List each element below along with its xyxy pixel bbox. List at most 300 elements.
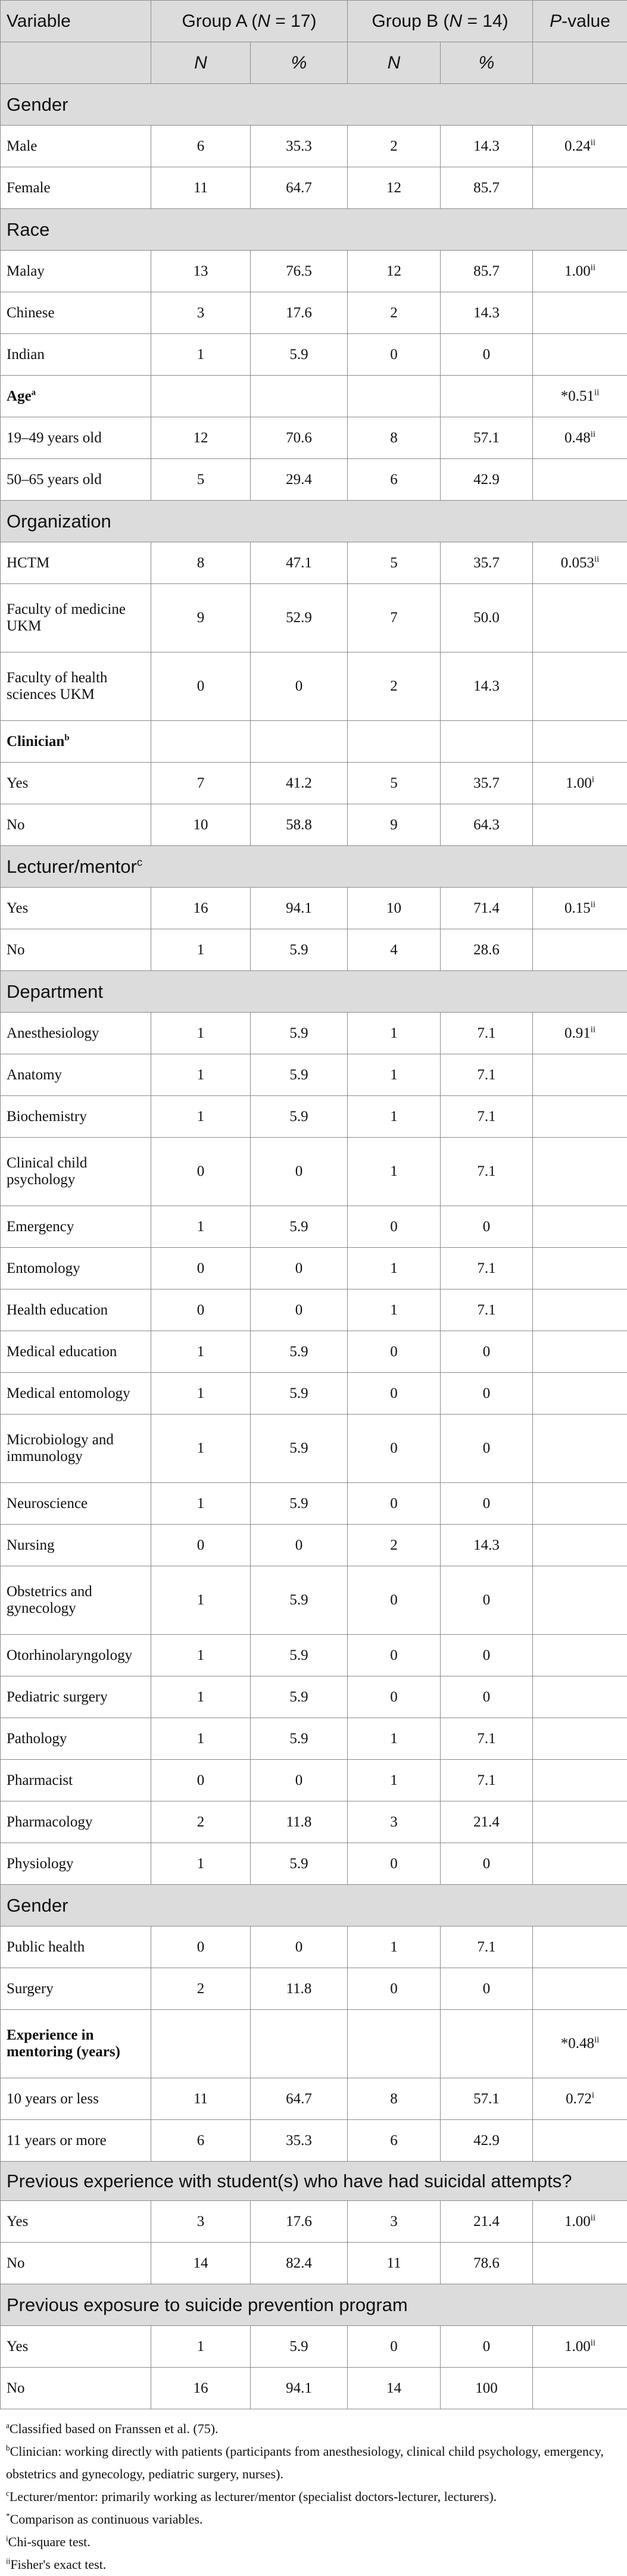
- section-label: Race: [7, 219, 49, 240]
- table-row: [1, 652, 627, 721]
- value-cell-a-pct: 0: [251, 1926, 348, 1968]
- value-cell-b-pct: 0: [441, 334, 533, 376]
- value-cell-a-pct: 41.2: [251, 763, 348, 804]
- footnote-marker: ii: [591, 429, 595, 439]
- value-cell-b-n: 1: [348, 1013, 441, 1054]
- value-cell-b-pct: 28.6: [441, 929, 533, 971]
- p-value-cell: [533, 1801, 627, 1843]
- value-cell-b-pct: 57.1: [441, 2078, 533, 2120]
- group-a-n-symbol: N: [257, 11, 270, 31]
- table-row: [1, 1926, 627, 1968]
- value-cell-b-pct: 7.1: [441, 1289, 533, 1331]
- value-cell-a-n: 1: [151, 1373, 251, 1415]
- value-cell-a-pct: 64.7: [251, 167, 348, 209]
- value-cell-a-pct: 5.9: [251, 1415, 348, 1483]
- table-row: [1, 1760, 627, 1801]
- value-cell-a-n: 11: [151, 2078, 251, 2120]
- p-value-suffix: -value: [562, 11, 610, 31]
- p-value-cell: [533, 804, 627, 846]
- empty-cell: [251, 721, 348, 763]
- value-cell-b-pct: 7.1: [441, 1054, 533, 1096]
- p-value: 1.00: [566, 775, 592, 791]
- value-cell-b-pct: 7.1: [441, 1248, 533, 1289]
- table-row: [1, 2243, 627, 2284]
- value-cell-a-n: 12: [151, 417, 251, 459]
- value-cell-b-n: 11: [348, 2243, 441, 2284]
- value-cell-b-n: 3: [348, 2201, 441, 2243]
- row-label: Yes: [1, 2326, 151, 2368]
- row-label: 50–65 years old: [1, 459, 151, 501]
- value-cell-b-n: 1: [348, 1138, 441, 1206]
- section-label: Gender: [7, 1895, 68, 1916]
- row-label: Health education: [1, 1289, 151, 1331]
- p-value: 0.48: [564, 430, 591, 446]
- table-row: [1, 1248, 627, 1289]
- value-cell-b-n: 1: [348, 1054, 441, 1096]
- value-cell-a-pct: 58.8: [251, 804, 348, 846]
- subheader-cell: N: [151, 42, 251, 84]
- table-subheader-row: [1, 42, 627, 84]
- value-cell-b-n: 8: [348, 2078, 441, 2120]
- row-label: Pathology: [1, 1718, 151, 1760]
- variable-header: Variable: [1, 1, 151, 42]
- value-cell-b-n: 8: [348, 417, 441, 459]
- table-row: [1, 542, 627, 584]
- row-label: 19–49 years old: [1, 417, 151, 459]
- empty-cell: [251, 376, 348, 417]
- row-label: Faculty of health sciences UKM: [1, 652, 151, 721]
- p-value-cell: [533, 1054, 627, 1096]
- footnote-marker: ii: [591, 263, 595, 272]
- value-cell-b-pct: 0: [441, 1635, 533, 1676]
- table-row: [1, 1331, 627, 1373]
- subheader-cell: N: [348, 42, 441, 84]
- value-cell-b-pct: 7.1: [441, 1926, 533, 1968]
- value-cell-b-n: 3: [348, 1801, 441, 1843]
- table-row: [1, 929, 627, 971]
- p-value-cell: [533, 2326, 627, 2368]
- group-a-suffix: = 17): [270, 11, 317, 31]
- value-cell-a-pct: 5.9: [251, 2326, 348, 2368]
- footnote-marker: b: [6, 2444, 10, 2453]
- value-cell-b-pct: 100: [441, 2368, 533, 2409]
- table-row: [1, 2078, 627, 2120]
- row-label: Neuroscience: [1, 1483, 151, 1525]
- value-cell-b-n: 7: [348, 584, 441, 652]
- p-value-cell: [533, 1415, 627, 1483]
- p-value-cell: [533, 167, 627, 209]
- p-value: 1.00: [564, 2338, 591, 2355]
- value-cell-b-n: 0: [348, 1415, 441, 1483]
- value-cell-a-pct: 64.7: [251, 2078, 348, 2120]
- row-label: Pediatric surgery: [1, 1676, 151, 1718]
- value-cell-a-n: 1: [151, 1566, 251, 1635]
- p-value-cell: [533, 1525, 627, 1566]
- section-header-row: [1, 84, 627, 126]
- value-cell-b-pct: 7.1: [441, 1138, 533, 1206]
- value-cell-a-pct: 5.9: [251, 1331, 348, 1373]
- value-cell-b-pct: 0: [441, 1843, 533, 1885]
- value-cell-b-n: 2: [348, 652, 441, 721]
- table-row: [1, 1206, 627, 1248]
- section-header-row: [1, 971, 627, 1013]
- row-label: Surgery: [1, 1968, 151, 2010]
- footnote-marker: a: [6, 2421, 10, 2430]
- p-value-cell: [533, 2243, 627, 2284]
- table-row: [1, 1525, 627, 1566]
- footnote-text: Comparison as continuous variables.: [10, 2512, 203, 2527]
- value-cell-a-n: 1: [151, 334, 251, 376]
- row-label: Yes: [1, 888, 151, 929]
- p-value-cell: [533, 584, 627, 652]
- value-cell-a-n: 1: [151, 929, 251, 971]
- section-label: Previous exposure to suicide prevention program: [7, 2294, 408, 2315]
- p-value-cell: [533, 417, 627, 459]
- footnote-marker: i: [592, 775, 594, 784]
- section-label: Department: [7, 981, 103, 1002]
- value-cell-b-pct: 42.9: [441, 459, 533, 501]
- row-label: HCTM: [1, 542, 151, 584]
- footnote-text: Lecturer/mentor: primarily working as lecturer/mentor (specialist doctors-lecturer, lecturers).: [10, 2489, 497, 2504]
- row-label: Faculty of medicine UKM: [1, 584, 151, 652]
- row-label: Microbiology and immunology: [1, 1415, 151, 1483]
- value-cell-a-n: 1: [151, 1013, 251, 1054]
- table-row: [1, 1138, 627, 1206]
- section-label: Lecturer/mentor: [7, 856, 137, 877]
- value-cell-b-n: 6: [348, 2120, 441, 2162]
- row-label: Nursing: [1, 1525, 151, 1566]
- table-row: [1, 1289, 627, 1331]
- value-cell-a-n: 1: [151, 1331, 251, 1373]
- footnote-marker: b: [64, 733, 69, 742]
- empty-cell: [151, 376, 251, 417]
- value-cell-b-pct: 14.3: [441, 652, 533, 721]
- section-title: [1, 971, 627, 1013]
- value-cell-b-pct: 0: [441, 2326, 533, 2368]
- subgroup-label: Age: [7, 388, 32, 404]
- p-value-cell: [533, 2368, 627, 2409]
- table-row: [1, 1635, 627, 1676]
- value-cell-a-n: 0: [151, 652, 251, 721]
- p-value-cell: [533, 1566, 627, 1635]
- table-row: [1, 1013, 627, 1054]
- value-cell-a-pct: 5.9: [251, 1566, 348, 1635]
- row-label: Public health: [1, 1926, 151, 1968]
- table-row: [1, 1718, 627, 1760]
- value-cell-a-n: 13: [151, 251, 251, 292]
- value-cell-a-pct: 76.5: [251, 251, 348, 292]
- value-cell-b-n: 0: [348, 1843, 441, 1885]
- p-value-cell: [533, 292, 627, 334]
- value-cell-a-pct: 17.6: [251, 292, 348, 334]
- p-value: 1.00: [564, 2213, 591, 2230]
- value-cell-a-pct: 5.9: [251, 1718, 348, 1760]
- row-label: Chinese: [1, 292, 151, 334]
- footnote: [6, 2418, 621, 2440]
- row-label: No: [1, 929, 151, 971]
- value-cell-a-pct: 52.9: [251, 584, 348, 652]
- value-cell-a-pct: 5.9: [251, 929, 348, 971]
- p-value-cell: [533, 1013, 627, 1054]
- footnote-marker: ii: [591, 138, 595, 147]
- section-label: Gender: [7, 94, 68, 115]
- table-row: [1, 1843, 627, 1885]
- row-label: 10 years or less: [1, 2078, 151, 2120]
- value-cell-b-pct: 71.4: [441, 888, 533, 929]
- value-cell-a-n: 1: [151, 1415, 251, 1483]
- row-label: 11 years or more: [1, 2120, 151, 2162]
- table-row: [1, 2368, 627, 2409]
- section-header-row: [1, 501, 627, 542]
- value-cell-a-n: 1: [151, 1096, 251, 1138]
- footnote-marker: i: [6, 2534, 8, 2543]
- p-value-cell: [533, 1843, 627, 1885]
- footnote: [6, 2440, 621, 2486]
- value-cell-b-n: 5: [348, 763, 441, 804]
- value-cell-b-n: 12: [348, 251, 441, 292]
- empty-cell: [441, 721, 533, 763]
- row-label: Entomology: [1, 1248, 151, 1289]
- p-value: 0.72: [566, 2091, 592, 2107]
- section-title: [1, 2162, 627, 2201]
- value-cell-a-n: 1: [151, 2326, 251, 2368]
- value-cell-a-pct: 47.1: [251, 542, 348, 584]
- p-value: 0.053: [561, 555, 594, 571]
- footnote-marker: ii: [594, 554, 599, 564]
- row-label: No: [1, 804, 151, 846]
- value-cell-b-pct: 35.7: [441, 542, 533, 584]
- subgroup-row: [1, 721, 627, 763]
- section-title: [1, 1885, 627, 1926]
- value-cell-b-n: 1: [348, 1926, 441, 1968]
- value-cell-a-n: 1: [151, 1843, 251, 1885]
- value-cell-a-n: 0: [151, 1289, 251, 1331]
- empty-cell: [151, 721, 251, 763]
- value-cell-a-n: 0: [151, 1525, 251, 1566]
- value-cell-a-pct: 70.6: [251, 417, 348, 459]
- footnote-marker: ii: [594, 388, 599, 397]
- value-cell-b-pct: 0: [441, 1483, 533, 1525]
- section-header-row: [1, 209, 627, 251]
- p-value: 0.24: [564, 138, 591, 154]
- table-row: [1, 1801, 627, 1843]
- table-footnotes: [0, 2409, 627, 2576]
- value-cell-b-n: 0: [348, 1635, 441, 1676]
- value-cell-a-n: 1: [151, 1054, 251, 1096]
- value-cell-a-pct: 0: [251, 1760, 348, 1801]
- row-label: Anatomy: [1, 1054, 151, 1096]
- p-value-cell: [533, 251, 627, 292]
- value-cell-b-n: 1: [348, 1289, 441, 1331]
- p-value-cell: [533, 2010, 627, 2078]
- value-cell-a-n: 0: [151, 1138, 251, 1206]
- table-row: [1, 1054, 627, 1096]
- value-cell-b-pct: 0: [441, 1331, 533, 1373]
- value-cell-b-n: 1: [348, 1248, 441, 1289]
- footnote: [6, 2508, 621, 2531]
- value-cell-a-n: 1: [151, 1483, 251, 1525]
- value-cell-a-n: 6: [151, 2120, 251, 2162]
- value-cell-b-pct: 64.3: [441, 804, 533, 846]
- row-label: No: [1, 2243, 151, 2284]
- footnote-text: Fisher's exact test.: [10, 2557, 106, 2572]
- p-value-cell: [533, 1676, 627, 1718]
- p-value-cell: [533, 929, 627, 971]
- value-cell-a-n: 3: [151, 292, 251, 334]
- p-value-cell: [533, 1718, 627, 1760]
- subgroup-label-cell: [1, 376, 151, 417]
- value-cell-b-n: 10: [348, 888, 441, 929]
- value-cell-b-pct: 85.7: [441, 251, 533, 292]
- value-cell-b-pct: 7.1: [441, 1013, 533, 1054]
- section-title: [1, 84, 627, 126]
- table-body: [1, 84, 627, 2409]
- section-title: [1, 2284, 627, 2326]
- group-b-header: [348, 1, 533, 42]
- group-a-header: [151, 1, 348, 42]
- value-cell-b-n: 0: [348, 1676, 441, 1718]
- p-value-cell: [533, 1289, 627, 1331]
- table-row: [1, 584, 627, 652]
- footnote-marker: ii: [591, 1025, 595, 1034]
- value-cell-b-n: 0: [348, 334, 441, 376]
- value-cell-b-pct: 7.1: [441, 1760, 533, 1801]
- p-value: *0.48: [561, 2035, 594, 2052]
- table-row: [1, 1373, 627, 1415]
- section-header-row: [1, 846, 627, 888]
- p-value-cell: [533, 334, 627, 376]
- subgroup-row: [1, 376, 627, 417]
- table-row: [1, 1566, 627, 1635]
- table-row: [1, 763, 627, 804]
- p-value-cell: [533, 542, 627, 584]
- p-value-cell: [533, 763, 627, 804]
- p-value: *0.51: [561, 388, 594, 404]
- p-value-cell: [533, 1206, 627, 1248]
- value-cell-b-n: 1: [348, 1718, 441, 1760]
- footnote-marker: ii: [594, 2035, 599, 2045]
- table-row: [1, 804, 627, 846]
- p-value: 0.91: [564, 1025, 591, 1041]
- p-value-cell: [533, 1138, 627, 1206]
- value-cell-b-pct: 7.1: [441, 1718, 533, 1760]
- section-title: [1, 846, 627, 888]
- row-label: Female: [1, 167, 151, 209]
- footnote-marker: ii: [591, 2213, 595, 2222]
- subheader-cell: %: [441, 42, 533, 84]
- value-cell-b-n: 0: [348, 1483, 441, 1525]
- value-cell-b-n: 9: [348, 804, 441, 846]
- value-cell-a-pct: 5.9: [251, 1054, 348, 1096]
- value-cell-b-pct: 78.6: [441, 2243, 533, 2284]
- p-value-cell: [533, 652, 627, 721]
- footnote: [6, 2486, 621, 2508]
- value-cell-b-pct: 21.4: [441, 2201, 533, 2243]
- row-label: Physiology: [1, 1843, 151, 1885]
- row-label: Otorhinolaryngology: [1, 1635, 151, 1676]
- value-cell-a-pct: 82.4: [251, 2243, 348, 2284]
- subheader-cell: [1, 42, 151, 84]
- empty-cell: [441, 2010, 533, 2078]
- subgroup-label-cell: [1, 721, 151, 763]
- group-a-prefix: Group A (: [182, 11, 258, 31]
- row-label: Medical entomology: [1, 1373, 151, 1415]
- value-cell-a-pct: 5.9: [251, 1676, 348, 1718]
- value-cell-b-pct: 0: [441, 1415, 533, 1483]
- footnote-marker: i: [592, 2090, 594, 2100]
- footnote-text: Classified based on Franssen et al. (75).: [10, 2421, 219, 2436]
- value-cell-b-pct: 14.3: [441, 126, 533, 167]
- value-cell-b-n: 12: [348, 167, 441, 209]
- table-row: [1, 292, 627, 334]
- value-cell-a-pct: 0: [251, 1525, 348, 1566]
- value-cell-b-n: 2: [348, 1525, 441, 1566]
- value-cell-b-pct: 57.1: [441, 417, 533, 459]
- value-cell-a-pct: 5.9: [251, 1013, 348, 1054]
- value-cell-b-pct: 0: [441, 1206, 533, 1248]
- value-cell-a-pct: 5.9: [251, 1483, 348, 1525]
- subgroup-row: [1, 2010, 627, 2078]
- value-cell-a-pct: 94.1: [251, 888, 348, 929]
- p-symbol: P: [550, 11, 562, 31]
- section-label: Previous experience with student(s) who have had suicidal attempts?: [7, 2171, 572, 2191]
- row-label: Anesthesiology: [1, 1013, 151, 1054]
- group-b-suffix: = 14): [462, 11, 509, 31]
- table-row: [1, 2120, 627, 2162]
- value-cell-a-pct: 29.4: [251, 459, 348, 501]
- value-cell-a-n: 1: [151, 1635, 251, 1676]
- footnote-marker: ii: [6, 2557, 10, 2566]
- value-cell-b-n: 6: [348, 459, 441, 501]
- p-value: 1.00: [564, 263, 591, 279]
- value-cell-a-pct: 5.9: [251, 1096, 348, 1138]
- value-cell-a-n: 14: [151, 2243, 251, 2284]
- p-value-cell: [533, 2201, 627, 2243]
- value-cell-a-pct: 0: [251, 1289, 348, 1331]
- row-label: Medical education: [1, 1331, 151, 1373]
- group-b-prefix: Group B (: [372, 11, 449, 31]
- row-label: Emergency: [1, 1206, 151, 1248]
- p-value-cell: [533, 1483, 627, 1525]
- value-cell-a-n: 0: [151, 1760, 251, 1801]
- row-label: Obstetrics and gynecology: [1, 1566, 151, 1635]
- footnote-marker: c: [137, 855, 142, 868]
- value-cell-b-pct: 21.4: [441, 1801, 533, 1843]
- section-header-row: [1, 1885, 627, 1926]
- p-value-cell: [533, 1331, 627, 1373]
- table-row: [1, 1483, 627, 1525]
- value-cell-b-n: 2: [348, 292, 441, 334]
- value-cell-a-pct: 5.9: [251, 1373, 348, 1415]
- p-value-cell: [533, 721, 627, 763]
- value-cell-b-n: 14: [348, 2368, 441, 2409]
- value-cell-a-n: 8: [151, 542, 251, 584]
- subheader-cell: %: [251, 42, 348, 84]
- value-cell-a-pct: 5.9: [251, 1843, 348, 1885]
- table-row: [1, 459, 627, 501]
- value-cell-a-pct: 0: [251, 1248, 348, 1289]
- p-value-cell: [533, 888, 627, 929]
- value-cell-a-n: 2: [151, 1801, 251, 1843]
- table-row: [1, 888, 627, 929]
- value-cell-a-pct: 5.9: [251, 1635, 348, 1676]
- p-value-cell: [533, 2078, 627, 2120]
- value-cell-b-pct: 50.0: [441, 584, 533, 652]
- subgroup-label: Experience in mentoring (years): [7, 2027, 120, 2060]
- row-label: Pharmacist: [1, 1760, 151, 1801]
- empty-cell: [441, 376, 533, 417]
- value-cell-b-n: 0: [348, 1373, 441, 1415]
